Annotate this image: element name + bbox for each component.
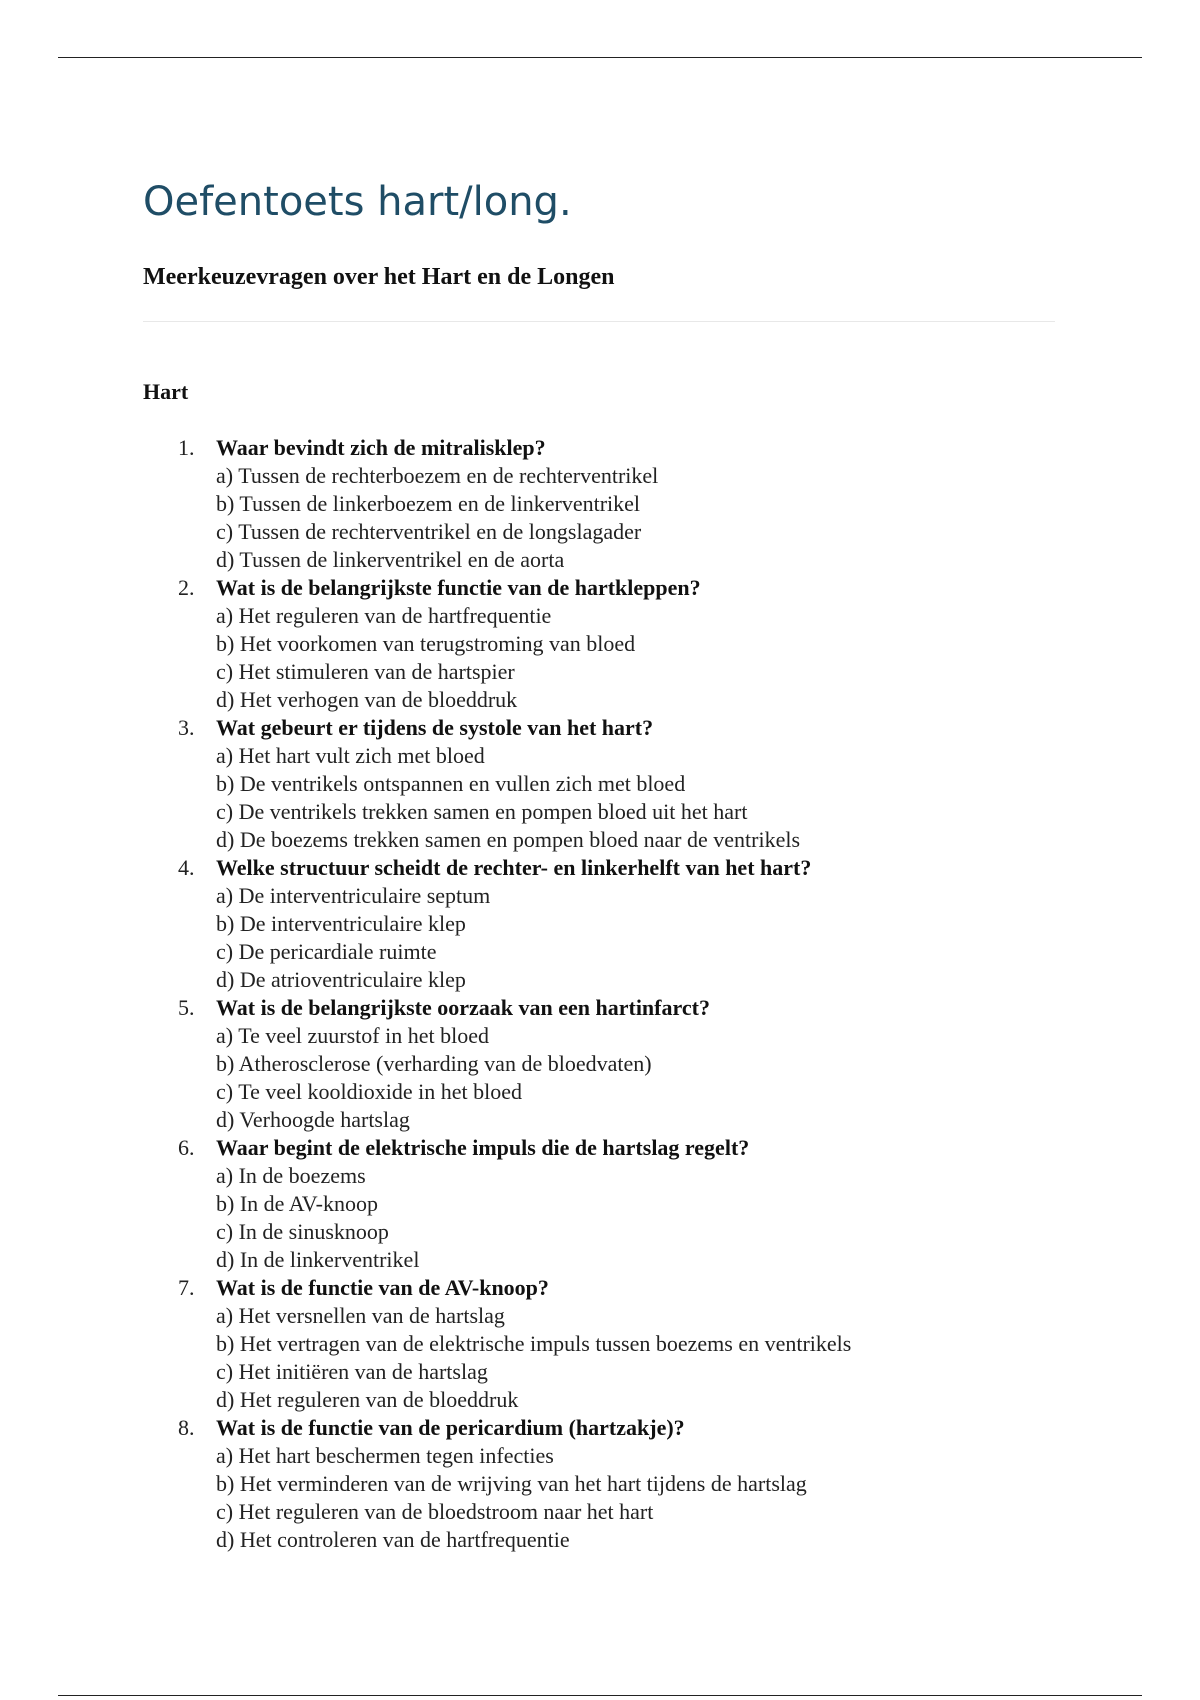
answer-option-d: d) De atrioventriculaire klep	[216, 967, 466, 992]
question-1	[0, 434, 851, 574]
question-text: Welke structuur scheidt de rechter- en linkerhelft van het hart?	[216, 855, 812, 880]
question-number: 2.	[178, 575, 195, 600]
question-number: 4.	[178, 855, 195, 880]
page-title: Oefentoets hart/long.	[143, 179, 572, 225]
answer-option-c: c) De pericardiale ruimte	[216, 939, 437, 964]
question-3	[0, 714, 851, 854]
question-8	[0, 1414, 851, 1554]
answer-option-b: b) De interventriculaire klep	[216, 911, 466, 936]
question-text: Wat is de functie van de pericardium (hartzakje)?	[216, 1415, 685, 1440]
answer-option-c: c) Het initiëren van de hartslag	[216, 1359, 488, 1384]
subtitle-divider	[143, 321, 1055, 322]
answer-option-a: a) Tussen de rechterboezem en de rechterventrikel	[216, 463, 659, 488]
question-7	[0, 1274, 851, 1414]
answer-option-a: a) Het hart beschermen tegen infecties	[216, 1443, 554, 1468]
page-subtitle: Meerkeuzevragen over het Hart en de Longen	[143, 264, 615, 290]
answer-option-d: d) In de linkerventrikel	[216, 1247, 420, 1272]
answer-option-d: d) De boezems trekken samen en pompen bloed naar de ventrikels	[216, 827, 801, 852]
question-text: Waar begint de elektrische impuls die de hartslag regelt?	[216, 1135, 750, 1160]
question-number: 8.	[178, 1415, 195, 1440]
question-4	[0, 854, 851, 994]
question-text: Wat gebeurt er tijdens de systole van het hart?	[216, 715, 654, 740]
answer-option-b: b) De ventrikels ontspannen en vullen zich met bloed	[216, 771, 686, 796]
answer-option-c: c) Tussen de rechterventrikel en de longslagader	[216, 519, 642, 544]
answer-option-c: c) Te veel kooldioxide in het bloed	[216, 1079, 522, 1104]
section-heading-hart: Hart	[143, 379, 189, 404]
answer-option-a: a) Het hart vult zich met bloed	[216, 743, 485, 768]
question-number: 5.	[178, 995, 195, 1020]
answer-option-b: b) Atherosclerose (verharding van de bloedvaten)	[216, 1051, 652, 1076]
question-number: 7.	[178, 1275, 195, 1300]
answer-option-b: b) Het voorkomen van terugstroming van bloed	[216, 631, 636, 656]
question-2	[0, 574, 851, 714]
question-number: 6.	[178, 1135, 195, 1160]
question-text: Wat is de belangrijkste functie van de hartkleppen?	[216, 575, 701, 600]
answer-option-b: b) Het vertragen van de elektrische impuls tussen boezems en ventrikels	[216, 1331, 852, 1356]
answer-option-b: b) Het verminderen van de wrijving van het hart tijdens de hartslag	[216, 1471, 807, 1496]
answer-option-c: c) In de sinusknoop	[216, 1219, 389, 1244]
answer-option-d: d) Het verhogen van de bloeddruk	[216, 687, 518, 712]
answer-option-a: a) Het reguleren van de hartfrequentie	[216, 603, 552, 628]
answer-option-d: d) Het reguleren van de bloeddruk	[216, 1387, 519, 1412]
answer-option-a: a) Te veel zuurstof in het bloed	[216, 1023, 489, 1048]
question-number: 3.	[178, 715, 195, 740]
answer-option-b: b) In de AV-knoop	[216, 1191, 378, 1216]
page-bottom-rule	[58, 1695, 1142, 1696]
answer-option-d: d) Verhoogde hartslag	[216, 1107, 410, 1132]
answer-option-a: a) Het versnellen van de hartslag	[216, 1303, 505, 1328]
question-text: Waar bevindt zich de mitralisklep?	[216, 435, 546, 460]
answer-option-a: a) In de boezems	[216, 1163, 366, 1188]
answer-option-c: c) Het stimuleren van de hartspier	[216, 659, 515, 684]
question-text: Wat is de functie van de AV-knoop?	[216, 1275, 549, 1300]
question-6	[0, 1134, 851, 1274]
question-number: 1.	[178, 435, 195, 460]
answer-option-b: b) Tussen de linkerboezem en de linkerventrikel	[216, 491, 641, 516]
question-text: Wat is de belangrijkste oorzaak van een hartinfarct?	[216, 995, 710, 1020]
answer-option-a: a) De interventriculaire septum	[216, 883, 491, 908]
answer-option-c: c) Het reguleren van de bloedstroom naar het hart	[216, 1499, 654, 1524]
answer-option-d: d) Het controleren van de hartfrequentie	[216, 1527, 570, 1552]
answer-option-c: c) De ventrikels trekken samen en pompen bloed uit het hart	[216, 799, 748, 824]
question-list	[0, 434, 851, 1554]
answer-option-d: d) Tussen de linkerventrikel en de aorta	[216, 547, 565, 572]
question-5	[0, 994, 851, 1134]
page-top-rule	[58, 57, 1142, 58]
